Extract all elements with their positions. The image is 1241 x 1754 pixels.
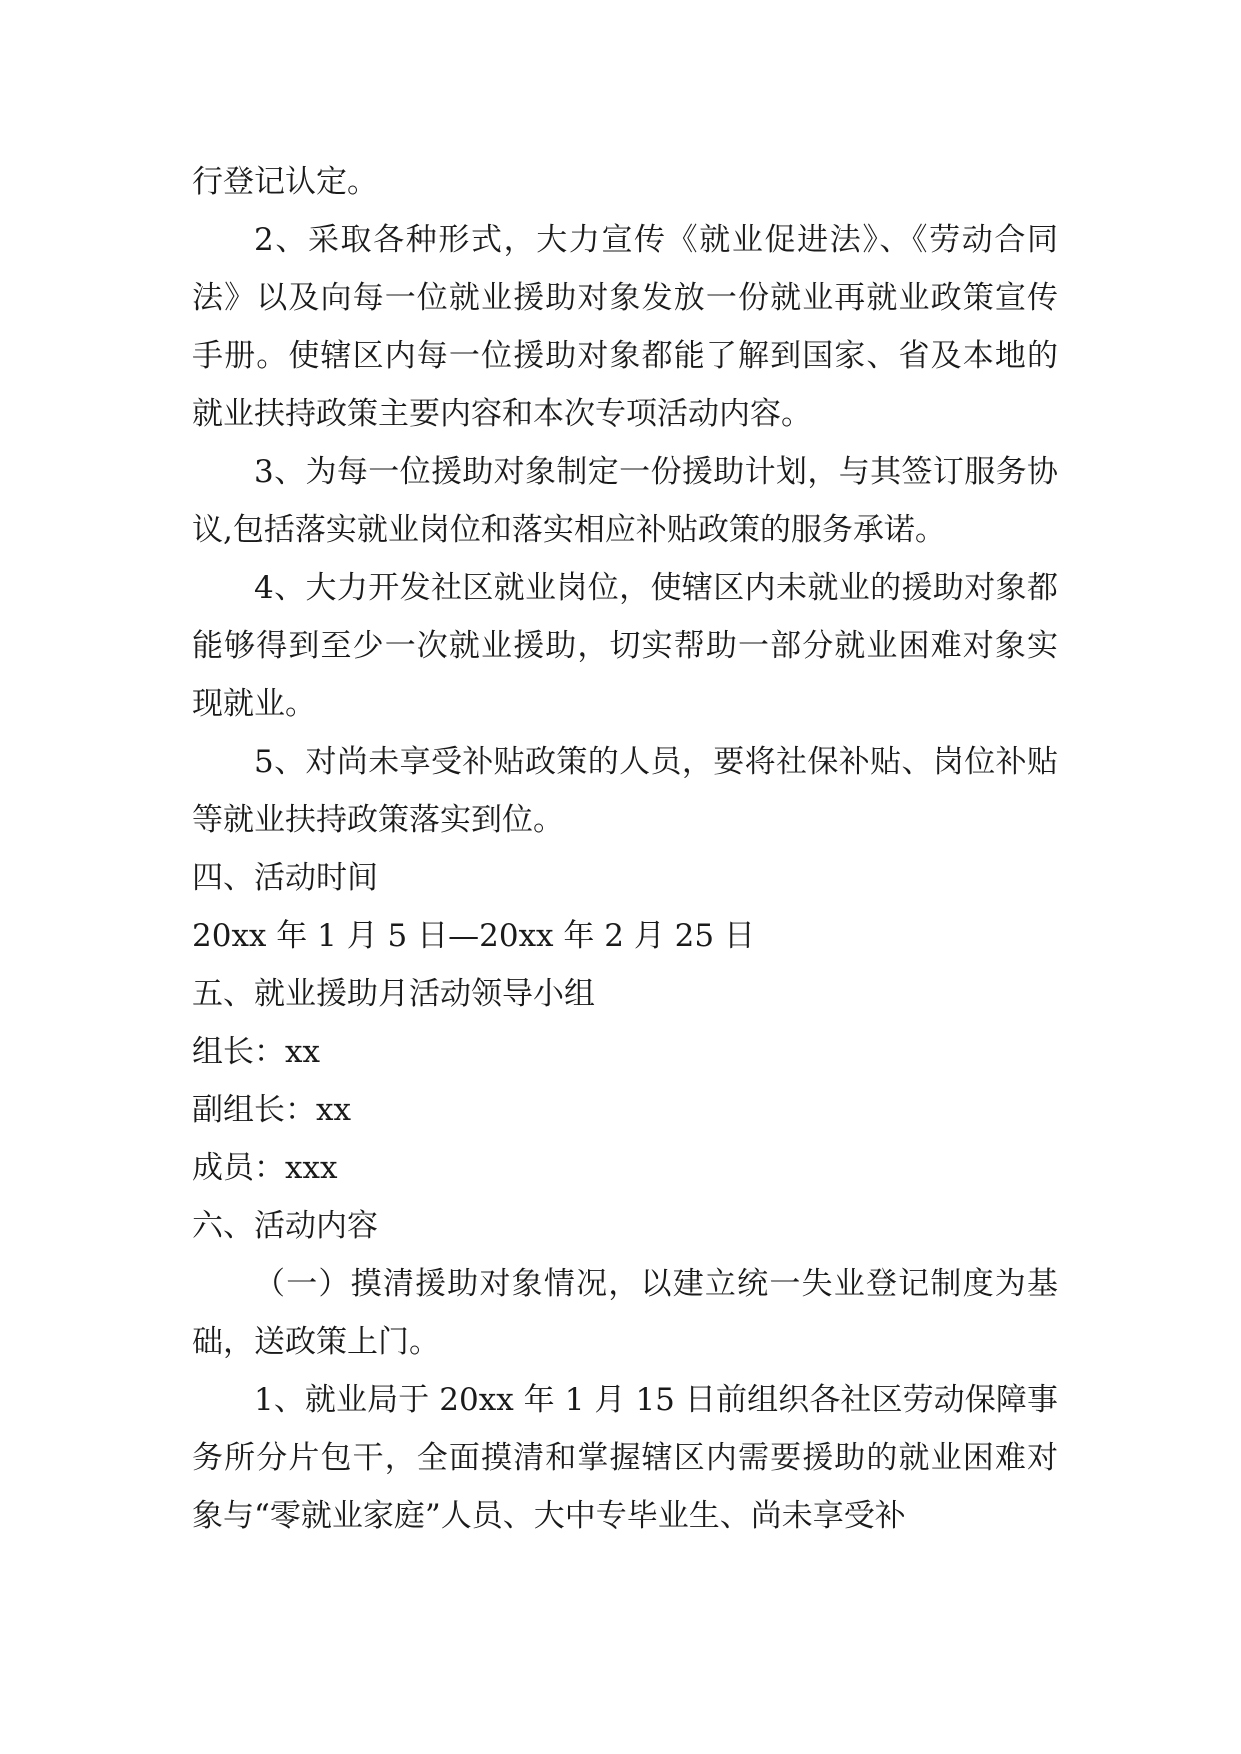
section-heading-activity-time: 四、活动时间 <box>192 860 378 896</box>
subsection-one: （一）摸清援助对象情况，以建立统一失业登记制度为基础，送政策上门。 <box>192 1266 1058 1360</box>
subsection-one-item-1: 1、就业局于 20xx 年 1 月 15 日前组织各社区劳动保障事务所分片包干，全面摸清和掌握辖区内需要援助的就业困难对象与“零就业家庭”人员、大中专毕业生、尚未享受补 <box>192 1382 1058 1534</box>
group-members: 成员：xxx <box>192 1150 338 1186</box>
activity-date-range: 20xx 年 1 月 5 日—20xx 年 2 月 25 日 <box>192 918 755 954</box>
deputy-group-leader: 副组长：xx <box>192 1092 351 1128</box>
section-heading-activity-content: 六、活动内容 <box>192 1208 378 1244</box>
paragraph-item-2: 2、采取各种形式，大力宣传《就业促进法》、《劳动合同法》以及向每一位就业援助对象发放一份就业再就业政策宣传手册。使辖区内每一位援助对象都能了解到国家、省及本地的就业扶持政策主要内容和本次专项活动内容。 <box>192 222 1058 432</box>
document-body <box>192 153 1058 1545</box>
paragraph-continuation: 行登记认定。 <box>192 164 378 200</box>
group-leader: 组长：xx <box>192 1034 320 1070</box>
paragraph-item-4: 4、大力开发社区就业岗位，使辖区内未就业的援助对象都能够得到至少一次就业援助，切实帮助一部分就业困难对象实现就业。 <box>192 570 1058 722</box>
paragraph-item-5: 5、对尚未享受补贴政策的人员，要将社保补贴、岗位补贴等就业扶持政策落实到位。 <box>192 744 1058 838</box>
section-heading-leadership-group: 五、就业援助月活动领导小组 <box>192 976 595 1012</box>
paragraph-item-3: 3、为每一位援助对象制定一份援助计划，与其签订服务协议,包括落实就业岗位和落实相应补贴政策的服务承诺。 <box>192 454 1058 548</box>
